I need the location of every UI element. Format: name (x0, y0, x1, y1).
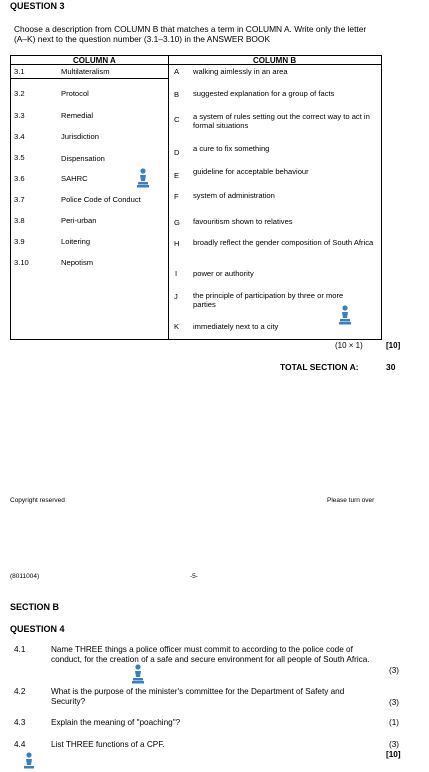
question-4-total-marks: [10] (386, 750, 401, 759)
col-b-letter: A (174, 67, 180, 76)
col-a-num: 3.3 (14, 111, 25, 120)
total-section-a-value: 30 (386, 362, 396, 372)
col-b-letter: H (174, 239, 180, 248)
column-b-header: COLUMN B (253, 56, 297, 65)
col-b-letter: I (175, 269, 178, 278)
question-text: Explain the meaning of "poaching"? (51, 718, 181, 727)
question-text: List THREE functions of a CPF. (51, 740, 165, 749)
question-3-title: QUESTION 3 (10, 1, 65, 11)
col-a-term: Loitering (61, 237, 91, 246)
col-b-desc: the principle of participation by three or more parties (193, 291, 344, 309)
col-a-num: 3.1 (14, 67, 25, 76)
col-b-desc: system of administration (193, 191, 275, 200)
question-number: 4.2 (14, 687, 26, 696)
col-b-letter: E (174, 171, 180, 180)
col-b-desc: suggested explanation for a group of facts (193, 89, 335, 98)
column-divider (168, 56, 169, 339)
col-b-desc: a cure to fix something (193, 144, 270, 153)
col-a-num: 3.5 (14, 153, 25, 162)
col-b-desc: broadly reflect the gender composition of South Africa (193, 238, 374, 247)
question-marks: (3) (389, 666, 400, 675)
question-3-instruction: Choose a description from COLUMN B that matches a term in COLUMN A. Write only the letter (A–K) next to the question number (3.1–3.10) in the ANSWER BOOK (14, 24, 367, 44)
marks-calculation: (10 × 1) (335, 341, 363, 350)
paper-code: (8011004) (10, 573, 40, 580)
col-a-num: 3.4 (14, 132, 25, 141)
col-a-term: Remedial (61, 111, 94, 120)
col-b-letter: G (174, 218, 180, 227)
col-b-desc: power or authority (193, 269, 254, 278)
col-a-num: 3.8 (14, 216, 25, 225)
page-number: -5- (190, 573, 198, 580)
section-b-title: SECTION B (10, 602, 60, 612)
col-a-num: 3.2 (14, 89, 25, 98)
matching-table (10, 55, 382, 340)
question-text: Name THREE things a police officer must commit to according to the police code of conduct, for the creation of a safe and secure environment for all people of South Africa. (51, 645, 370, 664)
col-b-desc: favouritism shown to relatives (193, 217, 293, 226)
col-a-num: 3.6 (14, 174, 25, 183)
col-a-term: Police Code of Conduct (61, 195, 141, 204)
question-4-title: QUESTION 4 (10, 624, 65, 634)
col-a-num: 3.9 (14, 237, 25, 246)
col-a-term: Dispensation (61, 154, 105, 163)
person-figure-icon (136, 168, 150, 188)
col-a-num: 3.7 (14, 195, 25, 204)
marks-total: [10] (386, 341, 401, 350)
col-a-term: Peri-urban (61, 216, 97, 225)
col-b-letter: F (174, 192, 179, 201)
col-a-term: Jurisdiction (61, 132, 99, 141)
col-b-desc: guideline for acceptable behaviour (193, 167, 309, 176)
question-marks: (3) (389, 698, 400, 707)
col-a-term: Multilateralism (61, 67, 110, 76)
question-text: What is the purpose of the minister's committee for the Department of Safety and Security? (51, 687, 345, 706)
header-divider (11, 64, 381, 65)
turn-over-text: Please turn over (327, 497, 375, 504)
row-divider (11, 78, 168, 79)
col-a-term: SAHRC (61, 174, 88, 183)
col-b-desc: a system of rules setting out the correct way to act in formal situations (193, 112, 370, 130)
question-marks: (3) (389, 740, 400, 749)
col-b-desc: immediately next to a city (193, 322, 279, 331)
col-b-letter: C (174, 115, 180, 124)
question-marks: (1) (389, 718, 400, 727)
person-figure-icon (338, 305, 352, 325)
col-b-letter: K (174, 322, 180, 331)
total-section-a-label: TOTAL SECTION A: (280, 362, 359, 372)
question-number: 4.1 (14, 645, 26, 654)
person-figure-icon (22, 752, 36, 772)
question-number: 4.3 (14, 718, 26, 727)
col-b-desc: walking aimlessly in an area (193, 67, 288, 76)
col-a-term: Nepotism (61, 258, 94, 267)
col-b-letter: B (174, 90, 180, 99)
person-figure-icon (131, 664, 145, 684)
col-a-num: 3.10 (14, 258, 29, 267)
copyright-text: Copyright reserved (10, 497, 65, 504)
column-a-header: COLUMN A (73, 56, 116, 65)
col-b-letter: D (174, 148, 180, 157)
question-number: 4.4 (14, 740, 26, 749)
col-a-term: Protocol (61, 89, 89, 98)
col-b-letter: J (174, 292, 178, 301)
